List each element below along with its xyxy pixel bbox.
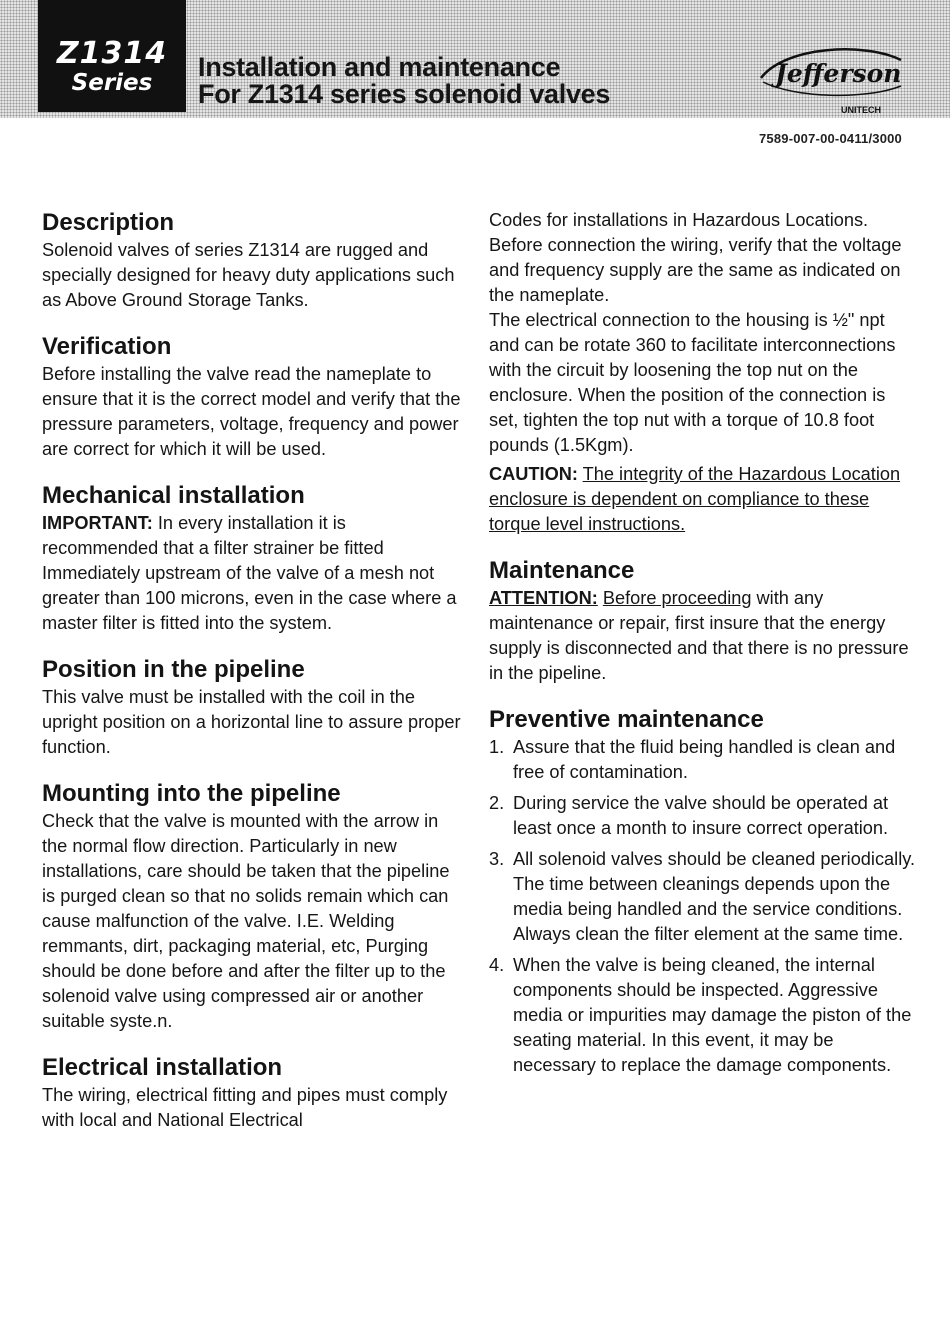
heading-verification: Verification bbox=[42, 333, 172, 360]
document-number: 7589-007-00-0411/3000 bbox=[759, 131, 902, 146]
list-number: 3. bbox=[489, 849, 505, 869]
list-item bbox=[489, 847, 919, 947]
list-item bbox=[489, 791, 919, 841]
list-item bbox=[489, 953, 919, 1078]
series-code: Z1314 bbox=[56, 36, 168, 71]
heading-preventive: Preventive maintenance bbox=[489, 706, 764, 733]
label-important: IMPORTANT: bbox=[42, 513, 153, 533]
section-mounting bbox=[42, 779, 467, 1034]
list-text: All solenoid valves should be cleaned periodically. bbox=[513, 849, 916, 869]
brand-wordmark: Jefferson bbox=[775, 59, 902, 88]
section-description bbox=[42, 208, 467, 313]
text-electrical-wiring: Before connection the wiring, verify that the voltage and frequency supply are the same as indicated on the nameplate. bbox=[489, 235, 902, 305]
text-attention-underlined: Before proceeding bbox=[602, 588, 752, 608]
section-maintenance bbox=[489, 556, 919, 686]
text-position: This valve must be installed with the coil in the upright position on a horizontal line to assure proper function. bbox=[42, 687, 461, 757]
section-position bbox=[42, 655, 467, 760]
list-number: 4. bbox=[489, 955, 505, 975]
preventive-list bbox=[489, 735, 919, 1078]
title-line-1: Installation and maintenance bbox=[198, 52, 561, 82]
heading-electrical: Electrical installation bbox=[42, 1054, 283, 1081]
text-verification: Before installing the valve read the nameplate to ensure that it is the correct model and verify that the pressure parameters, voltage, frequency and power are correct for which it will be used. bbox=[42, 364, 461, 459]
list-text-extra: The time between cleanings depends upon the media being handled and the service conditions. Always clean the filter element at the same time. bbox=[513, 874, 904, 944]
section-preventive bbox=[489, 705, 919, 1078]
label-caution: CAUTION: bbox=[489, 464, 578, 484]
list-text: When the valve is being cleaned, the internal components should be inspected. Aggressive media or impurities may damage the piston of the seating material. In this event, it may be necessary to replace the damage components. bbox=[513, 955, 912, 1075]
text-mechanical-body: In every installation it is recommended that a filter strainer be fitted Immediately upstream of the valve of a mesh not greater than 100 microns, even in the case where a master filter is fitted into the system. bbox=[42, 513, 457, 633]
attention-note bbox=[489, 586, 919, 686]
jefferson-logo bbox=[755, 38, 905, 116]
text-attention: with any maintenance or repair, first insure that the energy supply is disconnected and that there is no pressure in the pipeline. bbox=[489, 588, 909, 683]
heading-mechanical: Mechanical installation bbox=[42, 482, 305, 509]
right-column bbox=[489, 208, 919, 1084]
text-caution: The integrity of the Hazardous Location enclosure is dependent on compliance to these torque level instructions. bbox=[489, 464, 901, 534]
title-line-2: For Z1314 series solenoid valves bbox=[198, 79, 611, 109]
brand-subtitle: UNITECH bbox=[841, 105, 881, 115]
series-badge bbox=[38, 0, 186, 112]
text-mounting: Check that the valve is mounted with the arrow in the normal flow direction. Particularly in new installations, care should be taken that the pipeline is purged clean so that no solids remain which can cause malfunction of the valve. I.E. Welding remmants, dirt, packaging material, etc, Purging should be done before and after the filter up to the solenoid valve using compressed air or another suitable syste.n. bbox=[42, 811, 450, 1031]
text-description: Solenoid valves of series Z1314 are rugged and specially designed for heavy duty applications such as Above Ground Storage Tanks. bbox=[42, 240, 455, 310]
section-electrical bbox=[42, 1053, 467, 1133]
list-item bbox=[489, 735, 919, 785]
heading-position: Position in the pipeline bbox=[42, 656, 305, 683]
list-text: During service the valve should be operated at least once a month to insure correct operation. bbox=[513, 793, 889, 838]
text-mechanical bbox=[42, 511, 467, 636]
left-column bbox=[42, 208, 467, 1152]
section-mechanical bbox=[42, 481, 467, 636]
series-word: Series bbox=[71, 70, 153, 96]
caution-note bbox=[489, 462, 919, 537]
list-text: Assure that the fluid being handled is clean and free of contamination. bbox=[513, 737, 896, 782]
heading-maintenance: Maintenance bbox=[489, 557, 635, 584]
list-number: 2. bbox=[489, 793, 505, 813]
heading-mounting: Mounting into the pipeline bbox=[42, 780, 341, 807]
text-electrical-connection: The electrical connection to the housing is ½" npt and can be rotate 360 to facilitate interconnections with the circuit by loosening the top nut on the enclosure. When the position of the connection is set, tighten the top nut with a torque of 10.8 foot pounds (1.5Kgm). bbox=[489, 310, 896, 455]
document-title bbox=[198, 54, 610, 108]
heading-description: Description bbox=[42, 209, 175, 236]
label-attention: ATTENTION: bbox=[489, 588, 598, 608]
text-electrical-start: The wiring, electrical fitting and pipes must comply with local and National Electrical bbox=[42, 1085, 448, 1130]
list-number: 1. bbox=[489, 737, 505, 757]
section-verification bbox=[42, 332, 467, 462]
text-electrical-codes: Codes for installations in Hazardous Locations. bbox=[489, 210, 869, 230]
